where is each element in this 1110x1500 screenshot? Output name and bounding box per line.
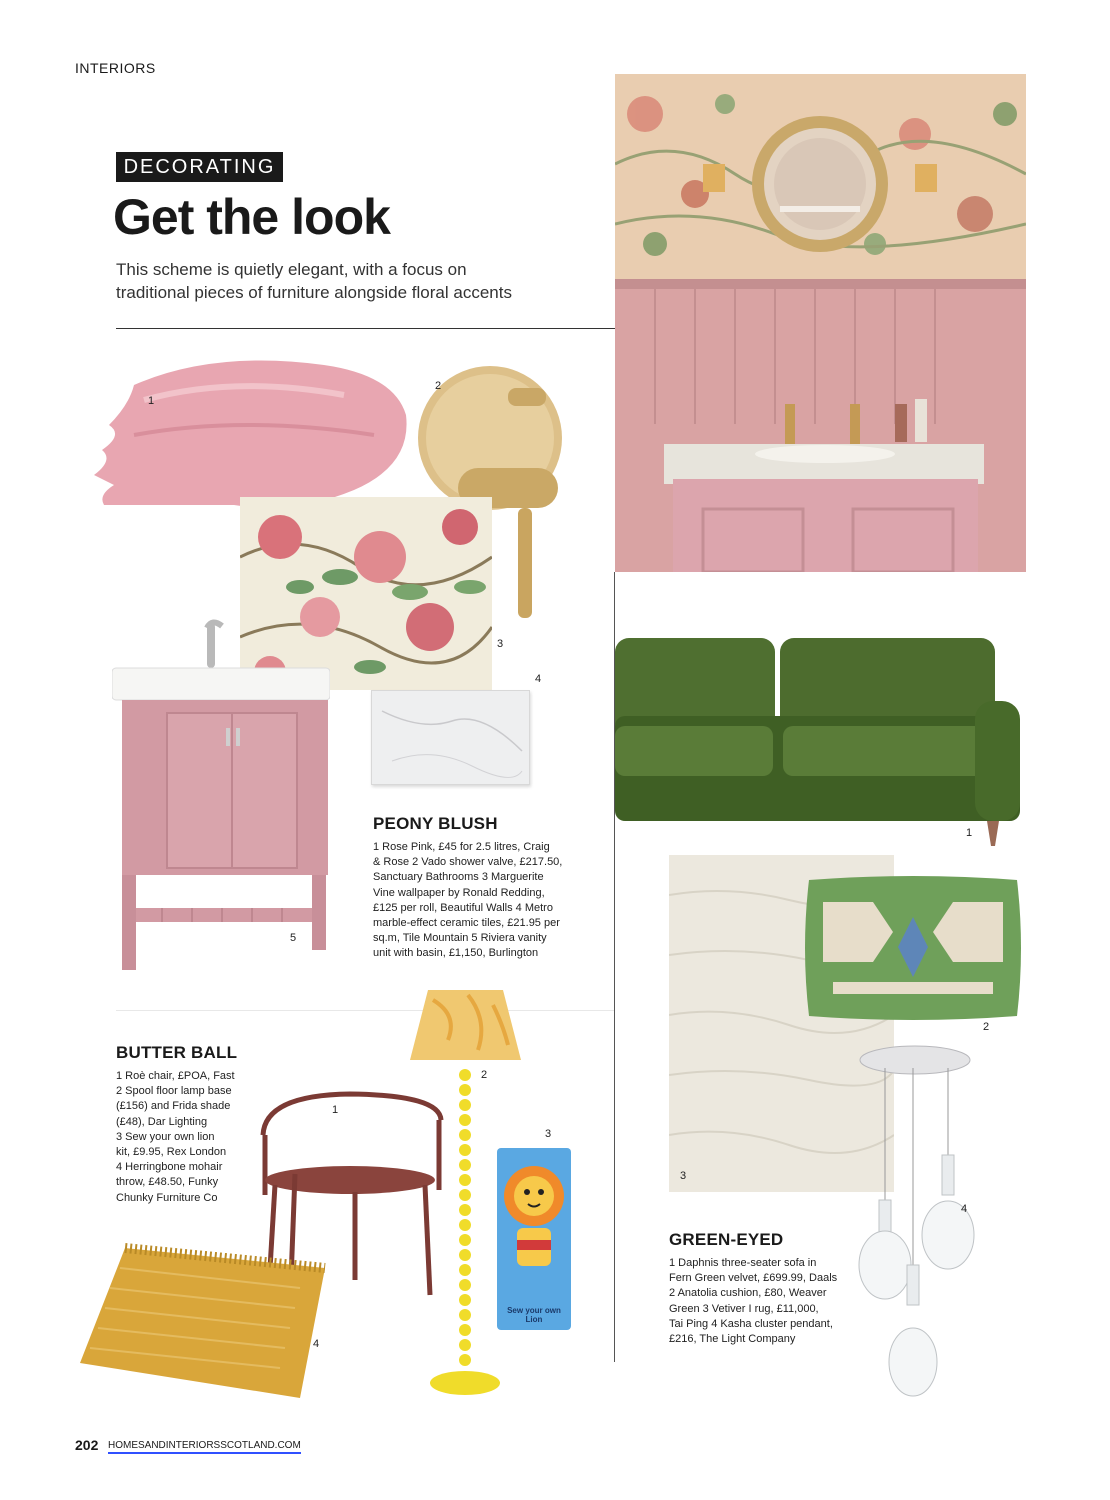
body-line: marble-effect ceramic tiles, £21.95 per: [373, 917, 560, 930]
vanity-unit: [112, 618, 330, 970]
headline: Get the look: [113, 189, 390, 245]
lion-kit-illustration: [497, 1148, 571, 1288]
block-body: [373, 840, 563, 962]
body-line: 4 Herringbone mohair: [116, 1161, 223, 1174]
body-line: throw, £48.50, Funky: [116, 1176, 219, 1189]
cushion-illustration: [803, 872, 1023, 1024]
body-line: 1 Daphnis three-seater sofa in: [669, 1257, 817, 1269]
item-number: 1: [148, 395, 155, 407]
body-line: 1 Roè chair, £POA, Fast: [116, 1070, 235, 1082]
lion-kit-tube: [497, 1148, 571, 1330]
body-line: unit with basin, £1,150, Burlington: [373, 947, 539, 960]
kit-label: Sew your own Lion: [507, 1306, 561, 1324]
body-line: Sanctuary Bathrooms 3 Marguerite: [373, 871, 544, 884]
kicker-label: DECORATING: [116, 152, 283, 182]
divider: [116, 328, 616, 329]
body-line: Tai Ping 4 Kasha cluster pendant,: [669, 1317, 833, 1330]
body-line: £125 per roll, Beautiful Walls 4 Metro: [373, 901, 553, 914]
body-line: (£156) and Frida shade: [116, 1100, 231, 1113]
block-body: [116, 1069, 266, 1206]
standfirst-line: traditional pieces of furniture alongside floral accents: [116, 283, 512, 302]
green-eyed-block: [669, 1230, 859, 1347]
item-number: 4: [313, 1338, 320, 1350]
item-number: 3: [497, 638, 504, 650]
website-link[interactable]: HOMESANDINTERIORSSCOTLAND.COM: [108, 1440, 301, 1454]
body-line: sq.m, Tile Mountain 5 Riviera vanity: [373, 932, 547, 945]
body-line: Fern Green velvet, £699.99, Daals: [669, 1272, 838, 1285]
block-body: [669, 1256, 859, 1347]
body-line: 2 Spool floor lamp base: [116, 1085, 232, 1098]
block-title: GREEN-EYED: [669, 1230, 784, 1249]
bathroom-photo: [615, 74, 1026, 572]
item-number: 1: [332, 1104, 339, 1116]
item-number: 2: [435, 380, 442, 392]
marble-veining: [372, 691, 529, 784]
pendant-illustration: [855, 1040, 975, 1400]
body-line: kit, £9.95, Rex London: [116, 1146, 227, 1159]
body-line: (£48), Dar Lighting: [116, 1115, 208, 1128]
item-number: 1: [966, 827, 973, 839]
block-title: PEONY BLUSH: [373, 814, 498, 833]
standfirst-line: This scheme is quietly elegant, with a focus on: [116, 260, 467, 279]
marble-tile: [371, 690, 530, 785]
mohair-throw: [80, 1228, 332, 1403]
item-number: 4: [961, 1203, 968, 1215]
item-number: 4: [535, 673, 542, 685]
body-line: 1 Rose Pink, £45 for 2.5 litres, Craig: [373, 841, 550, 853]
section-label: INTERIORS: [75, 60, 156, 76]
sofa-illustration: [615, 636, 1020, 851]
body-line: £216, The Light Company: [669, 1333, 796, 1346]
green-sofa: [615, 636, 1020, 851]
body-line: 3 Sew your own lion: [116, 1130, 215, 1143]
body-line: 2 Anatolia cushion, £80, Weaver: [669, 1287, 827, 1300]
vanity-unit-illustration: [112, 618, 330, 970]
body-line: Green 3 Vetiver I rug, £11,000,: [669, 1302, 819, 1315]
item-number: 2: [983, 1021, 990, 1033]
page-number: 202: [75, 1437, 99, 1453]
item-number: 3: [545, 1128, 552, 1140]
item-number: 3: [680, 1170, 687, 1182]
item-number: 5: [290, 932, 297, 944]
butter-ball-block: [116, 1043, 266, 1206]
peony-blush-block: [373, 814, 563, 962]
cluster-pendant: [855, 1040, 975, 1400]
body-line: Chunky Furniture Co: [116, 1191, 218, 1204]
item-number: 2: [481, 1069, 488, 1081]
block-title: BUTTER BALL: [116, 1043, 238, 1062]
divider: [116, 1010, 614, 1011]
bathroom-illustration: [615, 74, 1026, 572]
anatolia-cushion: [803, 872, 1023, 1024]
throw-illustration: [80, 1228, 332, 1403]
body-line: & Rose 2 Vado shower valve, £217.50,: [373, 856, 563, 869]
body-line: Vine wallpaper by Ronald Redding,: [373, 886, 545, 899]
standfirst: [116, 258, 576, 304]
